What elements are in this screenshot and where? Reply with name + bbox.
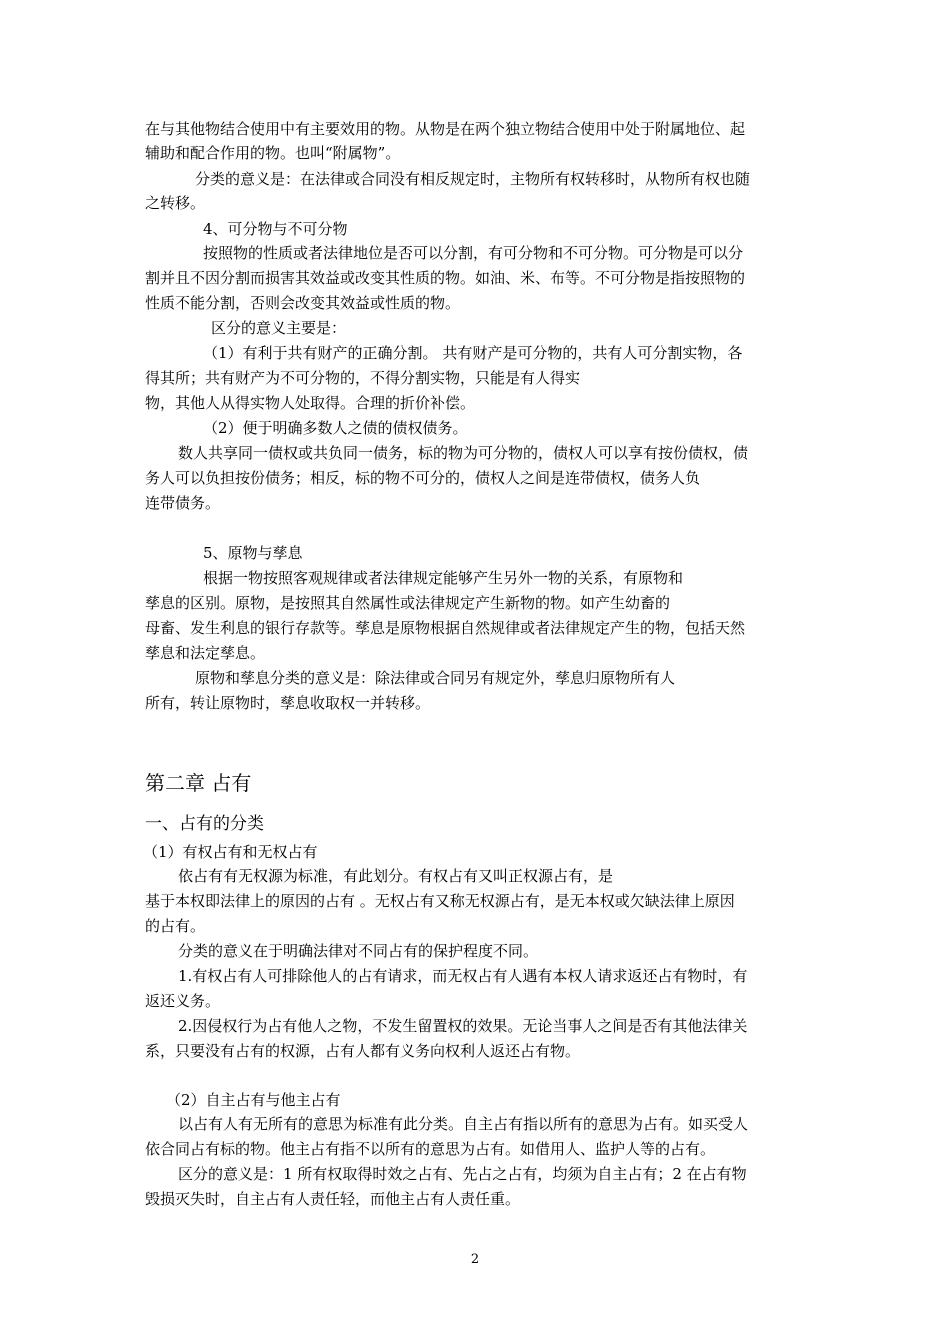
text-line: 1.有权占有人可排除他人的占有请求，而无权占有人遇有本权人请求返还占有物时，有 (178, 967, 748, 985)
subsection-title: 一、占有的分类 (145, 814, 264, 834)
text-line: 依合同占有标的物。他主占有指不以所有的意思为占有。如借用人、监护人等的占有。 (145, 1140, 716, 1158)
text-line: 分类的意义是：在法律或合同没有相反规定时，主物所有权转移时，从物所有权也随 (195, 170, 751, 188)
text-line: 以占有人有无所有的意思为标准有此分类。自主占有指以所有的意思为占有。如买受人 (178, 1115, 749, 1133)
text-line: 性质不能分割，否则会改变其效益或性质的物。 (145, 294, 461, 312)
item-heading: （1）有权占有和无权占有 (143, 843, 318, 861)
chapter-title: 第二章 占有 (145, 771, 252, 795)
text-line: 的占有。 (145, 917, 206, 935)
text-line: 孳息的区别。原物，是按照其自然属性或法律规定产生新物的物。如产生幼畜的 (145, 594, 671, 612)
text-line: 区分的意义是：1 所有权取得时效之占有、先占之占有，均须为自主占有；2 在占有物 (178, 1165, 747, 1183)
page-number: 2 (470, 1252, 480, 1267)
text-line: 根据一物按照客观规律或者法律规定能够产生另外一物的关系，有原物和 (203, 569, 684, 587)
section-heading: 5、原物与孳息 (203, 544, 303, 562)
text-line: 区分的意义主要是： (211, 319, 347, 337)
text-line: 毁损灭失时，自主占有人责任轻，而他主占有人责任重。 (145, 1190, 521, 1208)
text-line: 物，其他人从得实物人处取得。合理的折价补偿。 (145, 394, 476, 412)
text-line: 原物和孳息分类的意义是：除法律或合同另有规定外，孳息归原物所有人 (195, 669, 676, 687)
text-line: 系，只要没有占有的权源，占有人都有义务向权利人返还占有物。 (145, 1042, 581, 1060)
text-line: 在与其他物结合使用中有主要效用的物。从物是在两个独立物结合使用中处于附属地位、起 (145, 120, 746, 138)
text-line: 分类的意义在于明确法律对不同占有的保护程度不同。 (178, 942, 539, 960)
text-line: 所有，转让原物时，孳息收取权一并转移。 (145, 694, 431, 712)
text-line: 按照物的性质或者法律地位是否可以分割，有可分物和不可分物。可分物是可以分 (203, 244, 744, 262)
text-line: 连带债务。 (145, 494, 221, 512)
text-line: 2.因侵权行为占有他人之物，不发生留置权的效果。无论当事人之间是否有其他法律关 (178, 1017, 748, 1035)
text-line: 务人可以负担按份债务；相反，标的物不可分的，债权人之间是连带债权，债务人负 (145, 469, 701, 487)
text-line: 孳息和法定孳息。 (145, 644, 266, 662)
text-line: 基于本权即法律上的原因的占有 。无权占有又称无权源占有，是无本权或欠缺法律上原因 (145, 892, 735, 910)
text-line: 返还义务。 (145, 992, 221, 1010)
text-line: 依占有有无权源为标准，有此划分。有权占有又叫正权源占有，是 (178, 867, 614, 885)
text-line: 之转移。 (145, 194, 206, 212)
text-line: 割并且不因分割而损害其效益或改变其性质的物。如油、米、布等。不可分物是指按照物的 (145, 269, 746, 287)
item-heading: （2）自主占有与他主占有 (166, 1091, 341, 1109)
text-line: （2）便于明确多数人之债的债权债务。 (203, 419, 468, 437)
text-line: 辅助和配合作用的物。也叫“附属物”。 (145, 144, 401, 162)
text-line: （1）有利于共有财产的正确分割。 共有财产是可分物的，共有人可分割实物，各 (203, 344, 743, 362)
section-heading: 4、可分物与不可分物 (203, 220, 348, 238)
text-line: 母畜、发生利息的银行存款等。孳息是原物根据自然规律或者法律规定产生的物，包括天然 (145, 619, 746, 637)
text-line: 得其所；共有财产为不可分物的，不得分割实物，只能是有人得实 (145, 369, 581, 387)
text-line: 数人共享同一债权或共负同一债务，标的物为可分物的，债权人可以享有按份债权，债 (178, 444, 749, 462)
